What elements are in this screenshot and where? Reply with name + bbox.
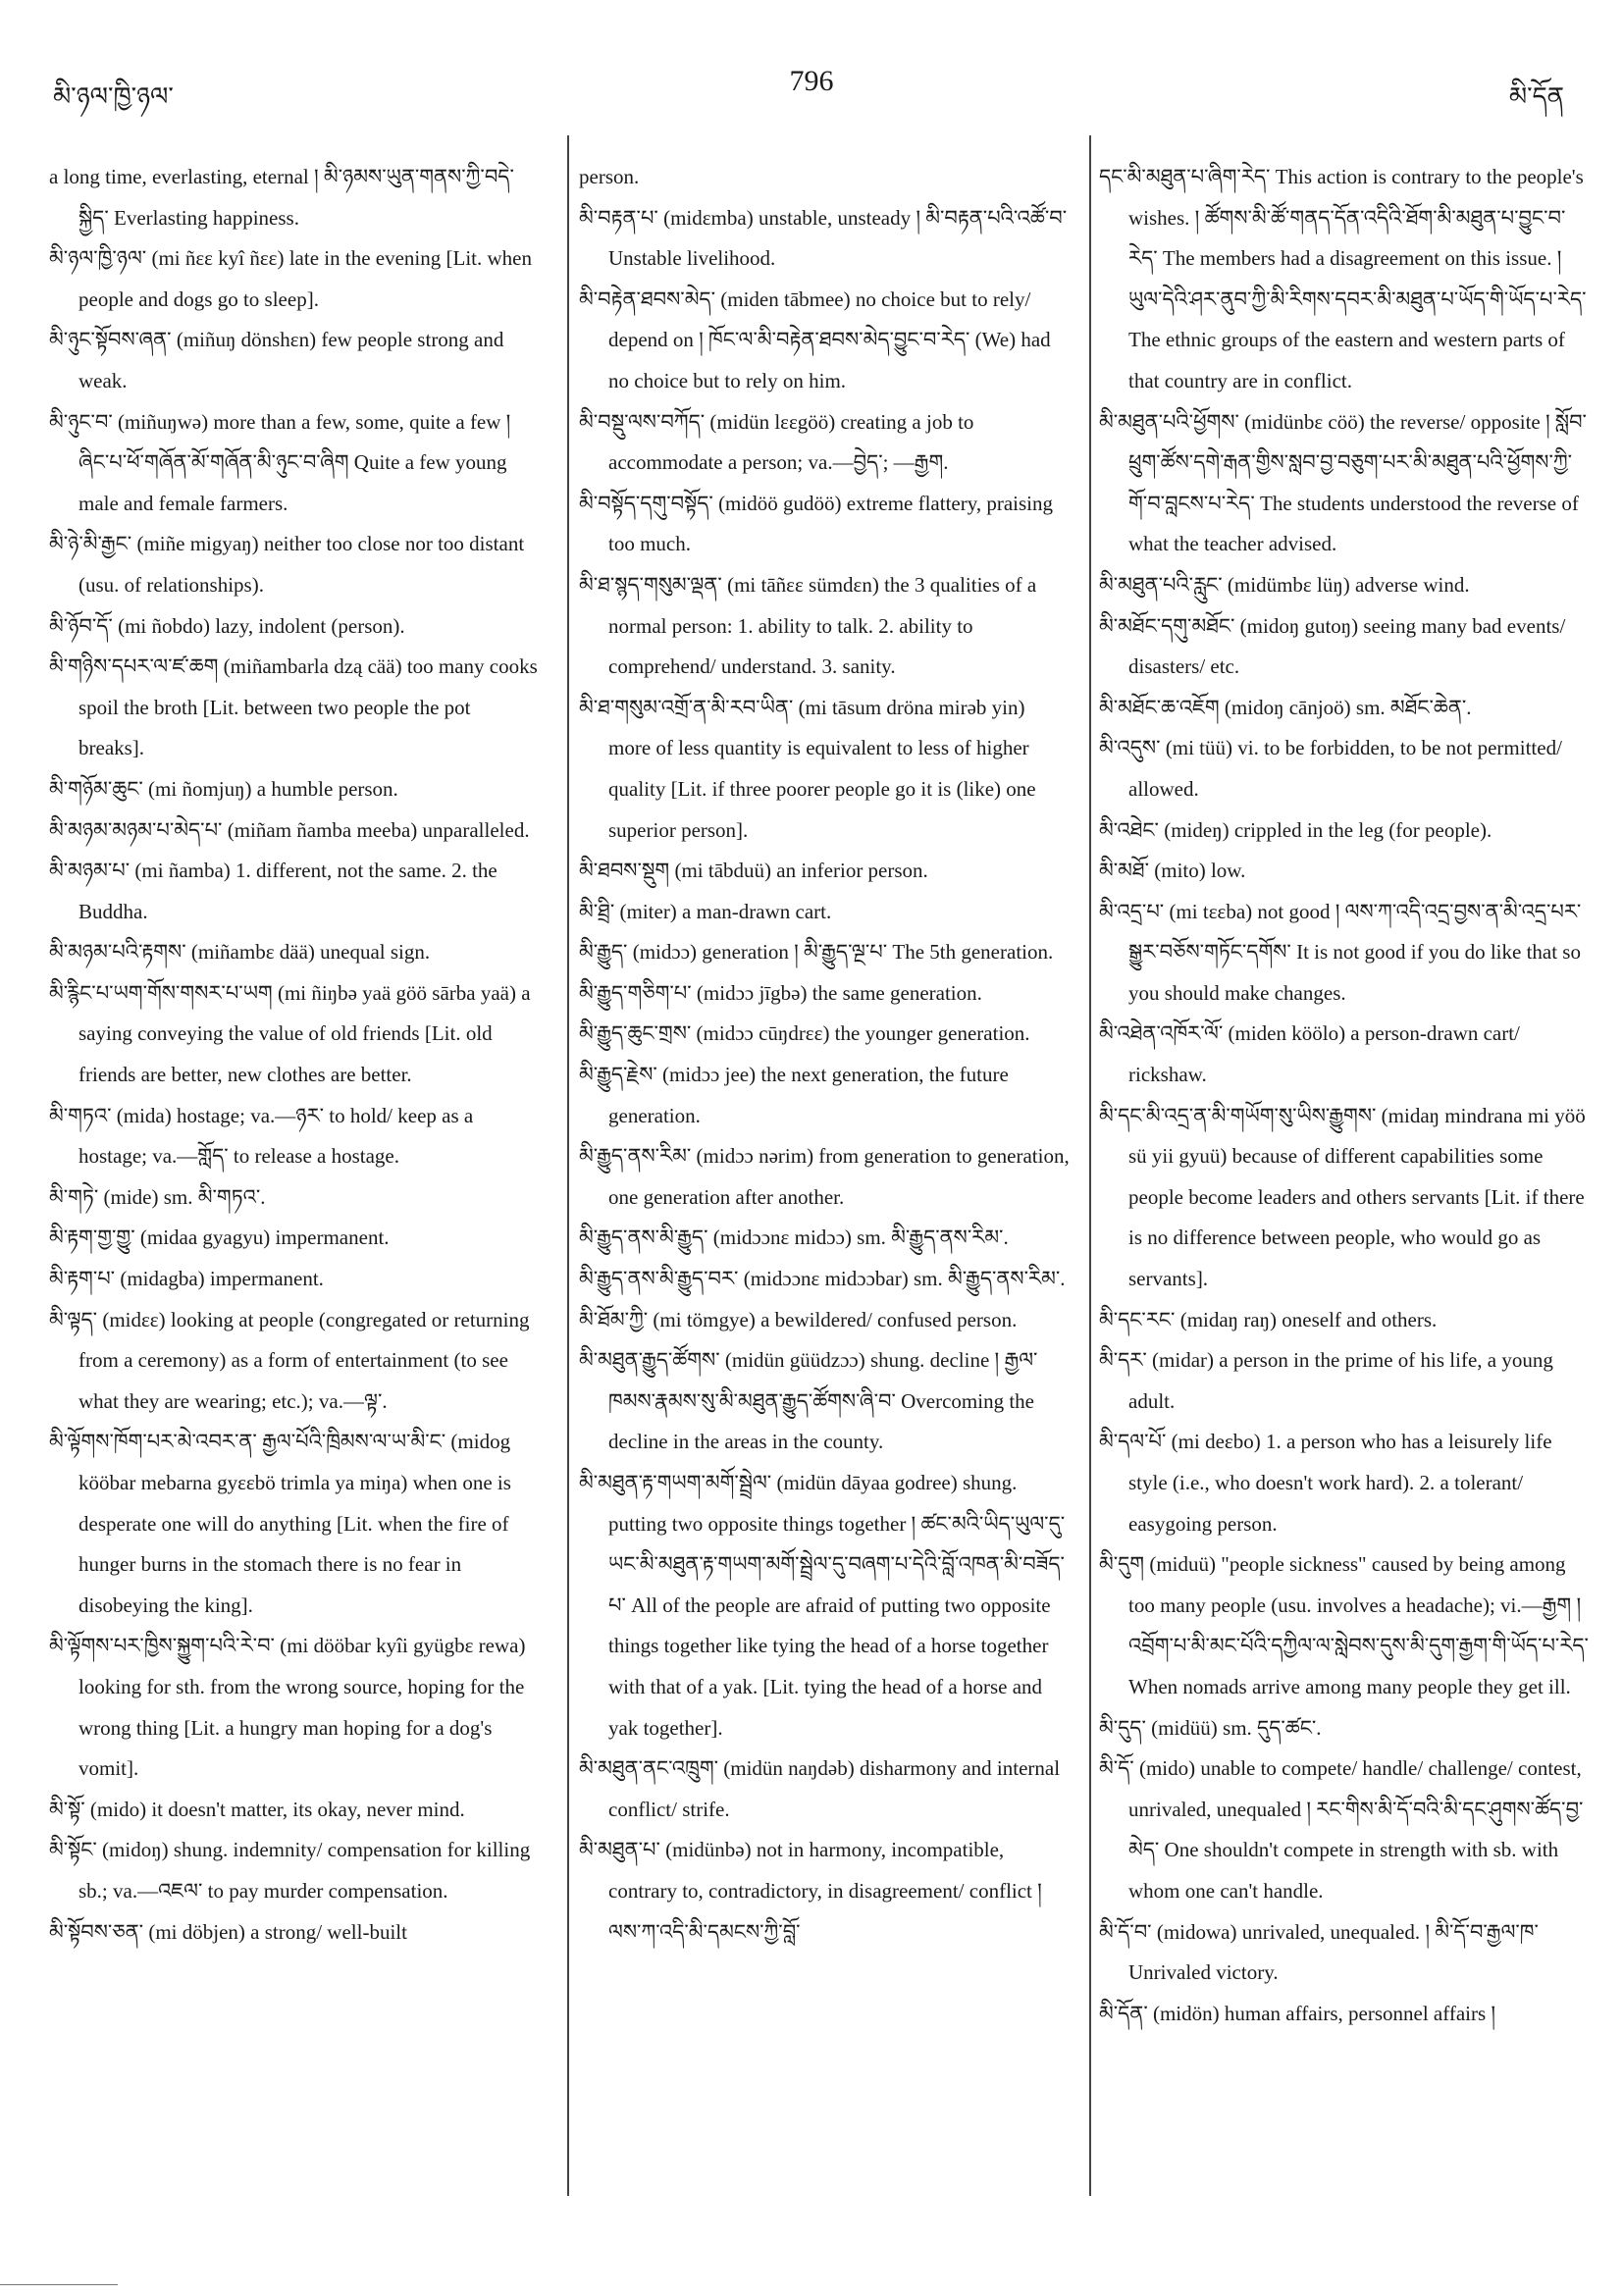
dictionary-entry: མི་མཉམ་པའི་རྟགས་ (miñambε dää) unequal sign. bbox=[49, 940, 431, 965]
dictionary-entry: མི་འདུས་ (mi tüü) vi. to be forbidden, to be not permitted/ allowed. bbox=[1099, 736, 1562, 801]
dictionary-entry: མི་ཉོབ་དོ་ (mi ñobdo) lazy, indolent (person). bbox=[49, 613, 405, 638]
dictionary-entry: མི་ཉུང་སྟོབས་ཞན་ (miñuŋ dönshεn) few people strong and weak. bbox=[49, 328, 504, 392]
dictionary-entry: མི་དང་རང་ (midaŋ raŋ) oneself and others. bbox=[1099, 1307, 1438, 1331]
dictionary-entry: མི་དོན་ (midön) human affairs, personnel affairs ། bbox=[1099, 2001, 1496, 2025]
dictionary-entry: མི་ཉལ་ཁྱི་ཉལ་ (mi ñεε kyî ñεε) late in the evening [Lit. when people and dogs go to sleep]. bbox=[49, 246, 532, 311]
dictionary-entry: མི་དུད་ (midüü) sm. དུད་ཚང་. bbox=[1099, 1715, 1322, 1740]
dictionary-entry: མི་མཐུན་རྟ་གཡག་མགོ་སྦྲེལ་ (midün dāyaa godree) shung. putting two opposite things together ། ཚང་མའི་ཡིད་ཡུལ་དུ་ཡང་མི་མཐུན་རྟ་གཡག་མགོ་སྦྲེལ་དུ་བཞག་པ་དེའི་བློ་འཁན་མི་བཟོད་པ་ All of the people are afraid of putting two opposite things together like tying the head of a horse together with that of a yak. [Lit. tying the head of a horse and yak together]. bbox=[579, 1471, 1066, 1740]
dictionary-entry: དང་མི་མཐུན་པ་ཞིག་རེད་ This action is contrary to the people's wishes. ། ཚོགས་མི་ཚོ་གནད་དོན་འདིའི་ཐོག་མི་མཐུན་པ་བྱུང་བ་རེད་ The members had a disagreement on this issue. ། ཡུལ་དེའི་ཤར་ནུབ་ཀྱི་མི་རིགས་དབར་མི་མཐུན་པ་ཡོད་གི་ཡོད་པ་རེད་ The ethnic groups of the eastern and western parts of that country are in conflict. bbox=[1099, 165, 1587, 392]
dictionary-entry: མི་རྒྱུད་ནས་མི་རྒྱུད་བར་ (midɔɔnε midɔɔbar) sm. མི་རྒྱུད་ནས་རིམ་. bbox=[579, 1267, 1066, 1291]
dictionary-entry: མི་མཐུན་པའི་རླུང་ (midümbε lüŋ) adverse wind. bbox=[1099, 572, 1470, 597]
dictionary-entry: མི་ཐ་སྙད་གསུམ་ལྡན་ (mi tāñεε sümdεn) the 3 qualities of a normal person: 1. ability to talk. 2. ability to comprehend/ understand. 3. sanity. bbox=[579, 572, 1037, 679]
dictionary-entry: མི་འདྲ་པ་ (mi tεεba) not good ། ལས་ཀ་འདི་འདྲ་བྱས་ན་མི་འདྲ་པར་སྒྱུར་བཅོས་གཏོང་དགོས་ It is not good if you do like that so you should make changes. bbox=[1099, 899, 1582, 1005]
dictionary-entry: མི་བསྡུ་ལས་བཀོད་ (midün lεεgöö) creating a job to accommodate a person; va.—བྱེད་; —རྒྱག. bbox=[579, 409, 974, 475]
dictionary-entry: མི་གཏའ་ (mida) hostage; va.—ཉར་ to hold/ keep as a hostage; va.—གློད་ to release a hostage. bbox=[49, 1103, 474, 1169]
dictionary-entry: མི་བསྟོད་དགུ་བསྟོད་ (midöö gudöö) extreme flattery, praising too much. bbox=[579, 491, 1054, 556]
dictionary-entry: person. bbox=[579, 165, 640, 188]
column-2 bbox=[579, 157, 1070, 1953]
dictionary-entry: མི་མཐུན་ནང་འཁྲུག་ (midün naŋdəb) disharmony and internal conflict/ strife. bbox=[579, 1756, 1061, 1821]
dictionary-entry: མི་མཉམ་པ་ (mi ñamba) 1. different, not the same. 2. the Buddha. bbox=[49, 859, 497, 923]
page-header-right: མི་དོན bbox=[1508, 82, 1564, 111]
dictionary-entry: མི་གཏེ་ (mide) sm. མི་གཏའ་. bbox=[49, 1184, 266, 1209]
dictionary-entry: མི་ཐྲི་ (miter) a man-drawn cart. bbox=[579, 899, 832, 923]
dictionary-entry: མི་ཐ་གསུམ་འགྲོ་ན་མི་རབ་ཡིན་ (mi tāsum dröna mirəb yin) more of less quantity is equivalent to less of higher quality [Lit. if three poorer people go it is (like) one superior person]. bbox=[579, 695, 1036, 842]
dictionary-entry: མི་དལ་པོ་ (mi deεbo) 1. a person who has a leisurely life style (i.e., who doesn't work hard). 2. a tolerant/ easygoing person. bbox=[1099, 1430, 1552, 1536]
column-3 bbox=[1099, 157, 1590, 2034]
dictionary-entry: མི་བརྟན་པ་ (midεmba) unstable, unsteady ། མི་བརྟན་པའི་འཚོ་བ་ Unstable livelihood. bbox=[579, 205, 1068, 271]
page-number: 796 bbox=[789, 65, 834, 97]
dictionary-entry: མི་མཐུན་པའི་ཕྱོགས་ (midünbε cöö) the reverse/ opposite ། སློབ་ཕྲུག་ཚོས་དགེ་རྒན་གྱིས་སླབ་བྱ་བཅུག་པར་མི་མཐུན་པའི་ཕྱོགས་ཀྱི་གོ་བ་བླངས་པ་རེད་ The students understood the reverse of what the teacher advised. bbox=[1099, 409, 1587, 556]
dictionary-entry: མི་གཉིས་དཔར་ལ་ཛ་ཆག (miñambarla dzą cää) too many cooks spoil the broth [Lit. between two people the pot breaks]. bbox=[49, 654, 538, 760]
column-divider bbox=[567, 135, 569, 2196]
dictionary-entry: མི་མཐུན་རྒྱུད་ཚོགས་ (midün güüdzɔɔ) shung. decline ། རྒྱལ་ཁམས་རྣམས་སུ་མི་མཐུན་རྒྱུད་ཚོགས་ཞི་བ་ Overcoming the decline in the areas in the county. bbox=[579, 1348, 1038, 1454]
dictionary-entry: མི་ཉེ་མི་རྒྱང་ (miñe migyaŋ) neither too close nor too distant (usu. of relationships). bbox=[49, 532, 525, 597]
dictionary-entry: མི་འཐེན་འཁོར་ལོ་ (miden köölo) a person-drawn cart/ rickshaw. bbox=[1099, 1021, 1520, 1087]
dictionary-entry: མི་ལྟད་ (midεε) looking at people (congregated or returning from a ceremony) as a form of entertainment (to see what they are wearing; etc.); va.—ལྟ་. bbox=[49, 1307, 530, 1413]
dictionary-entry: མི་མཐོང་ཆ་འཇོག (midoŋ cānjoö) sm. མཐོང་ཆེན་. bbox=[1099, 695, 1472, 719]
dictionary-entry: མི་བརྟེན་ཐབས་མེད་ (miden tābmee) no choice but to rely/ depend on ། ཁོང་ལ་མི་བརྟེན་ཐབས་མེད་བྱུང་བ་རེད་ (We) had no choice but to rely on him. bbox=[579, 287, 1051, 392]
dictionary-entry: མི་དུག (miduü) "people sickness" caused by being among too many people (usu. involves a headache); vi.—རྒྱག ། འབྲོག་པ་མི་མང་པོའི་དཀྱིལ་ལ་སླེབས་དུས་མི་དུག་རྒྱག་གི་ཡོད་པ་རེད་ When nomads arrive among many people they get ill. bbox=[1099, 1552, 1589, 1698]
dictionary-entry: མི་དོ་ (mido) unable to compete/ handle/ challenge/ contest, unrivaled, unequaled ། རང་གིས་མི་དོ་བའི་མི་དང་ཤུགས་ཚོད་བྱ་མེད་ One shouldn't compete in strength with sb. with whom one can't handle. bbox=[1099, 1756, 1584, 1903]
dictionary-entry: མི་གཉོམ་ཆུང་ (mi ñomjuŋ) a humble person. bbox=[49, 776, 398, 801]
column-divider bbox=[1089, 135, 1091, 2196]
dictionary-entry: མི་རྒྱུད་ (midɔɔ) generation ། མི་རྒྱུད་ལྔ་པ་ The 5th generation. bbox=[579, 940, 1054, 965]
dictionary-entry: མི་རྒྱུད་རྗེས་ (midɔɔ jee) the next generation, the future generation. bbox=[579, 1063, 1009, 1127]
dictionary-entry: མི་མཐོང་དགུ་མཐོང་ (midoŋ gutoŋ) seeing many bad events/ disasters/ etc. bbox=[1099, 613, 1566, 679]
dictionary-entry: མི་ལྟོགས་ཁོག་པར་མེ་འབར་ན་ རྒྱལ་པོའི་ཁྲིམས་ལ་ཡ་མི་ང་ (midog kööbar mebarna gyεεbö trimla ya miŋa) when one is desperate one will do anything [Lit. when the fire of hunger burns in the stomach there is no fear in disobeying the king]. bbox=[49, 1430, 511, 1617]
footer-rule bbox=[0, 2284, 118, 2285]
dictionary-entry: མི་མཐོ་ (mito) low. bbox=[1099, 859, 1246, 883]
dictionary-entry: མི་ཉུང་བ་ (miñuŋwə) more than a few, some, quite a few ། ཞིང་པ་ཕོ་གཞོན་མོ་གཞོན་མི་ཉུང་བ་ཞིག Quite a few young male and female farmers. bbox=[49, 409, 511, 515]
dictionary-entry: མི་སྟོབས་ཅན་ (mi döbjen) a strong/ well-built bbox=[49, 1919, 407, 1944]
page-header-left: མི་ཉལ་ཁྱི་ཉལ་ bbox=[53, 82, 174, 111]
dictionary-entry: མི་སྟོང་ (midoŋ) shung. indemnity/ compensation for killing sb.; va.—འཇལ་ to pay murder compensation. bbox=[49, 1838, 531, 1903]
dictionary-entry: མི་མཐུན་པ་ (midünbə) not in harmony, incompatible, contrary to, contradictory, in disagreement/ conflict ། ལས་ཀ་འདི་མི་དམངས་ཀྱི་བློ་ bbox=[579, 1838, 1042, 1944]
dictionary-entry: མི་མཉམ་མཉམ་པ་མེད་པ་ (miñam ñamba meeba) unparalleled. bbox=[49, 817, 530, 842]
dictionary-entry: མི་རྒྱུད་གཅིག་པ་ (midɔɔ jīgbə) the same generation. bbox=[579, 980, 982, 1005]
dictionary-entry: མི་དང་མི་འདྲ་ན་མི་གཡོག་སུ་ཡིས་རྒྱུགས་ (midaŋ mindrana mi yöö sü yii gyuü) because of different capabilities some people become leaders and others servants [Lit. if there is no difference between people, who would go as servants]. bbox=[1099, 1103, 1586, 1291]
dictionary-entry: མི་རྒྱུད་ནས་མི་རྒྱུད་ (midɔɔnε midɔɔ) sm. མི་རྒྱུད་ནས་རིམ་. bbox=[579, 1226, 1009, 1250]
dictionary-entry: མི་ལྟོགས་པར་ཁྱིས་སྐྱུག་པའི་རེ་བ་ (mi dööbar kyîi gyügbε rewa) looking for sth. from the wrong source, hoping for the wrong thing [Lit. a hungry man hoping for a dog's vomit]. bbox=[49, 1634, 526, 1781]
dictionary-entry: མི་འཐེང་ (mideŋ) crippled in the leg (for people). bbox=[1099, 817, 1492, 842]
dictionary-entry: མི་ཐོམ་ཀྱི་ (mi tömgye) a bewildered/ confused person. bbox=[579, 1307, 1018, 1331]
dictionary-entry: མི་རྒྱུད་ནས་རིམ་ (midɔɔ nərim) from generation to generation, one generation after another. bbox=[579, 1144, 1070, 1209]
dictionary-entry: མི་སྟོ་ (mido) it doesn't matter, its okay, never mind. bbox=[49, 1797, 465, 1821]
dictionary-entry: མི་རྙིང་པ་ཡག་གོས་གསར་པ་ཡག (mi ñiŋbə yaä göö sārba yaä) a saying conveying the value of old friends [Lit. old friends are better, new clothes are better. bbox=[49, 980, 531, 1087]
column-1 bbox=[49, 157, 540, 1953]
dictionary-entry: མི་ཐབས་སྡུག (mi tābduü) an inferior person. bbox=[579, 859, 928, 883]
dictionary-entry: མི་དར་ (midar) a person in the prime of his life, a young adult. bbox=[1099, 1348, 1553, 1413]
dictionary-entry: a long time, everlasting, eternal ། མི་ཉམས་ཡུན་གནས་ཀྱི་བདེ་སྐྱིད་ Everlasting happiness. bbox=[49, 165, 514, 230]
dictionary-entry: མི་དོ་བ་ (midowa) unrivaled, unequaled. ། མི་དོ་བ་རྒྱལ་ཁ་ Unrivaled victory. bbox=[1099, 1919, 1539, 1985]
dictionary-entry: མི་རྟག་པ་ (midagba) impermanent. bbox=[49, 1267, 324, 1291]
dictionary-entry: མི་རྟག་གྱ་གྱུ་ (midaa gyagyu) impermanent. bbox=[49, 1226, 390, 1250]
dictionary-entry: མི་རྒྱུད་ཆུང་གྲས་ (midɔɔ cūŋdrεε) the younger generation. bbox=[579, 1021, 1030, 1046]
